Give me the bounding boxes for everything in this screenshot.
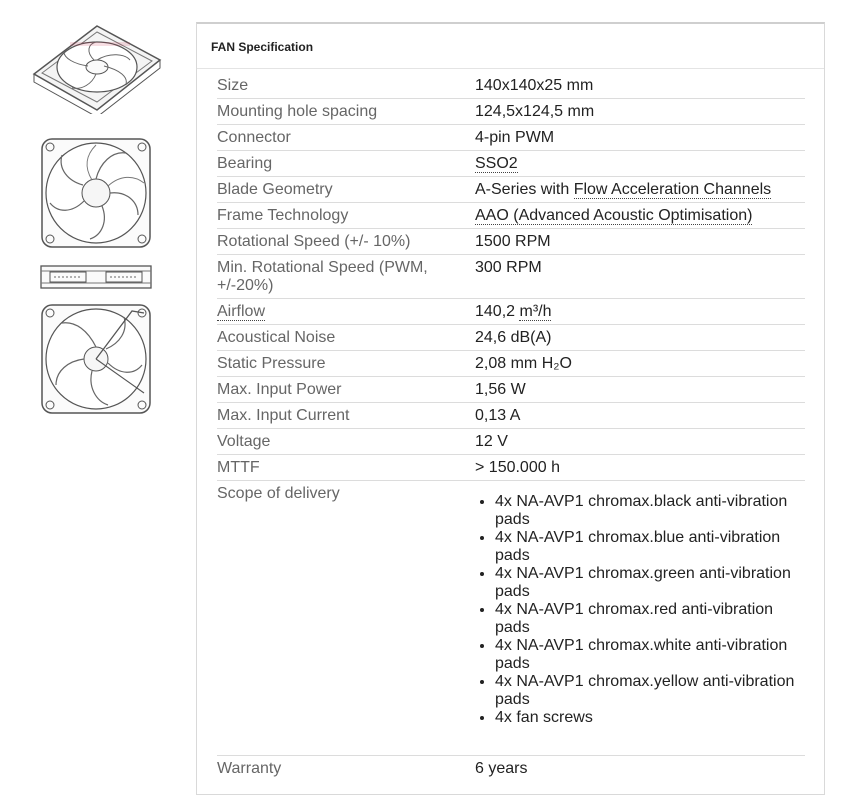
spec-value: 300 RPM bbox=[475, 259, 542, 276]
spec-value: 12 V bbox=[475, 433, 508, 450]
spec-row-pressure bbox=[217, 351, 805, 377]
spec-label: Bearing bbox=[217, 155, 273, 172]
spec-row-noise bbox=[217, 325, 805, 351]
spec-row-mounting bbox=[217, 99, 805, 125]
spec-label: Acoustical Noise bbox=[217, 329, 336, 346]
spec-label: Static Pressure bbox=[217, 355, 326, 372]
fan-back-thumbnail[interactable] bbox=[40, 303, 152, 415]
spec-label: Rotational Speed (+/- 10%) bbox=[217, 233, 411, 250]
spec-label: Voltage bbox=[217, 433, 271, 450]
aao-link[interactable]: AAO (Advanced Acoustic Optimisation) bbox=[475, 207, 753, 224]
spec-value: 140x140x25 mm bbox=[475, 77, 594, 94]
list-item: • 4x NA-AVP1 chromax.black anti-vibration pads bbox=[495, 493, 805, 529]
spec-label: Frame Technology bbox=[217, 207, 349, 224]
list-item: • 4x NA-AVP1 chromax.blue anti-vibration pads bbox=[495, 529, 805, 565]
spec-value: 0,13 A bbox=[475, 407, 521, 424]
spec-row-min-speed bbox=[217, 255, 805, 299]
spec-row-airflow bbox=[217, 299, 805, 325]
scope-list bbox=[475, 493, 805, 727]
spec-label: Mounting hole spacing bbox=[217, 103, 378, 120]
panel-title: FAN Specification bbox=[211, 40, 314, 54]
fan-specification-panel bbox=[196, 22, 825, 795]
spec-row-power bbox=[217, 377, 805, 403]
spec-value: 6 years bbox=[475, 760, 528, 777]
fan-angled-icon bbox=[30, 22, 165, 114]
fan-side-thumbnail[interactable] bbox=[40, 263, 152, 291]
spec-value: 1,56 W bbox=[475, 381, 526, 398]
spec-table bbox=[217, 73, 805, 782]
thumbnail-strip bbox=[0, 0, 195, 807]
spec-row-scope bbox=[217, 481, 805, 756]
spec-row-blade bbox=[217, 177, 805, 203]
bearing-link[interactable]: SSO2 bbox=[475, 155, 518, 172]
spec-value: 4-pin PWM bbox=[475, 129, 555, 146]
spec-label: MTTF bbox=[217, 459, 260, 476]
list-item: • 4x NA-AVP1 chromax.yellow anti-vibration pads bbox=[495, 673, 805, 709]
spec-label: Blade Geometry bbox=[217, 181, 333, 198]
fan-back-icon bbox=[40, 303, 152, 415]
spec-value: 2,08 mm H₂O bbox=[475, 355, 572, 372]
fan-front-thumbnail[interactable] bbox=[40, 137, 152, 249]
spec-label: Warranty bbox=[217, 760, 282, 777]
airflow-unit-link[interactable]: m³/h bbox=[519, 303, 552, 320]
spec-value: 1500 RPM bbox=[475, 233, 551, 250]
spec-value-prefix: 140,2 bbox=[475, 303, 520, 320]
spec-label: Min. Rotational Speed (PWM, +/-20%) bbox=[217, 259, 428, 294]
airflow-link[interactable]: Airflow bbox=[217, 303, 266, 320]
spec-label: Size bbox=[217, 77, 249, 94]
spec-value: 24,6 dB(A) bbox=[475, 329, 552, 346]
spec-row-frame bbox=[217, 203, 805, 229]
fan-side-icon bbox=[40, 263, 152, 291]
spec-label: Scope of delivery bbox=[217, 485, 340, 502]
list-item: • 4x NA-AVP1 chromax.red anti-vibration pads bbox=[495, 601, 805, 637]
spec-row-connector bbox=[217, 125, 805, 151]
spec-value: > 150.000 h bbox=[475, 459, 560, 476]
spec-row-voltage bbox=[217, 429, 805, 455]
spec-row-speed bbox=[217, 229, 805, 255]
spec-row-current bbox=[217, 403, 805, 429]
list-item: • 4x NA-AVP1 chromax.white anti-vibration pads bbox=[495, 637, 805, 673]
spec-row-size bbox=[217, 73, 805, 99]
spec-row-warranty bbox=[217, 756, 805, 782]
list-item: • 4x fan screws bbox=[495, 709, 805, 727]
title-divider bbox=[197, 68, 824, 69]
spec-label: Max. Input Current bbox=[217, 407, 350, 424]
spec-label: Max. Input Power bbox=[217, 381, 342, 398]
spec-row-bearing bbox=[217, 151, 805, 177]
spec-label: Connector bbox=[217, 129, 291, 146]
spec-value-prefix: A-Series with bbox=[475, 181, 574, 198]
list-item: • 4x NA-AVP1 chromax.green anti-vibration pads bbox=[495, 565, 805, 601]
spec-row-mttf bbox=[217, 455, 805, 481]
fan-front-icon bbox=[40, 137, 152, 249]
spec-value: 124,5x124,5 mm bbox=[475, 103, 595, 120]
fan-angled-thumbnail[interactable] bbox=[30, 22, 165, 114]
flow-acceleration-link[interactable]: Flow Acceleration Channels bbox=[573, 181, 772, 198]
